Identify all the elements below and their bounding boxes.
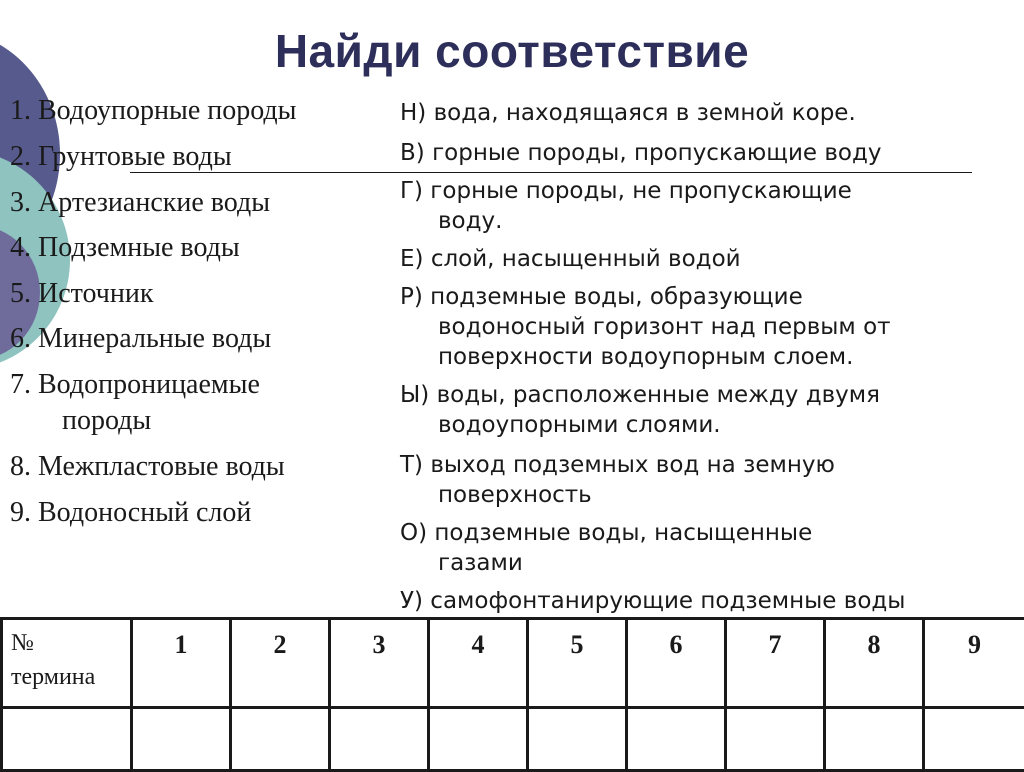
definition-o bbox=[400, 518, 1022, 578]
answer-cell[interactable] bbox=[132, 708, 231, 771]
answer-cell[interactable] bbox=[231, 708, 330, 771]
definition-text: Г) горные породы, не пропускающие bbox=[400, 178, 852, 204]
definition-text: Ы) воды, расположенные между двумя bbox=[400, 382, 880, 408]
definition-text: У) самофонтанирующие подземные воды bbox=[400, 588, 905, 614]
answer-cell[interactable] bbox=[825, 708, 924, 771]
definition-t bbox=[400, 450, 1022, 510]
term-8: 8. Межпластовые воды bbox=[10, 450, 285, 484]
underline-rule bbox=[130, 172, 972, 173]
term-number-label bbox=[2, 619, 132, 708]
column-header: 3 bbox=[330, 619, 429, 708]
definition-continuation: воду. bbox=[400, 206, 1022, 236]
definition-text: Н) вода, находящаяся в земной коре. bbox=[400, 100, 856, 126]
column-header: 5 bbox=[528, 619, 627, 708]
term-5: 5. Источник bbox=[10, 277, 153, 311]
answer-label-cell bbox=[2, 708, 132, 771]
answer-cell[interactable] bbox=[429, 708, 528, 771]
definition-text: Е) слой, насыщенный водой bbox=[400, 246, 741, 272]
definition-continuation: поверхность bbox=[400, 480, 1022, 510]
definition-text: В) горные породы, пропускающие воду bbox=[400, 140, 882, 166]
answer-cell[interactable] bbox=[726, 708, 825, 771]
column-header: 8 bbox=[825, 619, 924, 708]
term-4: 4. Подземные воды bbox=[10, 231, 240, 265]
term-3: 3. Артезианские воды bbox=[10, 186, 270, 220]
definition-continuation: водоносный горизонт над первым от bbox=[400, 312, 1022, 342]
label-line-2: термина bbox=[11, 664, 95, 690]
definition-text: О) подземные воды, насыщенные bbox=[400, 520, 812, 546]
definition-continuation-2: поверхности водоупорным слоем. bbox=[400, 342, 1022, 372]
column-header: 6 bbox=[627, 619, 726, 708]
definition-n bbox=[400, 98, 1022, 128]
term-6: 6. Минеральные воды bbox=[10, 322, 271, 356]
term-1: 1. Водоупорные породы bbox=[10, 94, 297, 128]
table-answer-row bbox=[2, 708, 1024, 771]
label-line-1: № bbox=[11, 630, 34, 656]
definition-v bbox=[400, 138, 1022, 168]
column-header: 1 bbox=[132, 619, 231, 708]
definition-text: Т) выход подземных вод на земную bbox=[400, 452, 835, 478]
definition-text: Р) подземные воды, образующие bbox=[400, 284, 803, 310]
term-9: 9. Водоносный слой bbox=[10, 496, 251, 530]
definition-continuation: газами bbox=[400, 548, 1022, 578]
column-header: 2 bbox=[231, 619, 330, 708]
answer-cell[interactable] bbox=[924, 708, 1024, 771]
answer-table bbox=[0, 617, 1024, 772]
answer-cell[interactable] bbox=[528, 708, 627, 771]
definition-e bbox=[400, 244, 1022, 274]
definition-u bbox=[400, 586, 1022, 616]
term-7: 7. Водопроницаемые bbox=[10, 368, 260, 402]
slide-title: Найди соответствие bbox=[0, 24, 1024, 78]
column-header: 4 bbox=[429, 619, 528, 708]
column-header: 9 bbox=[924, 619, 1024, 708]
term-7-continuation: породы bbox=[62, 404, 151, 438]
definition-y bbox=[400, 380, 1022, 440]
definition-r bbox=[400, 282, 1022, 372]
definition-continuation: водоупорными слоями. bbox=[400, 410, 1022, 440]
definition-g bbox=[400, 176, 1022, 236]
answer-cell[interactable] bbox=[627, 708, 726, 771]
answer-cell[interactable] bbox=[330, 708, 429, 771]
column-header: 7 bbox=[726, 619, 825, 708]
table-header-row bbox=[2, 619, 1024, 708]
term-2: 2. Грунтовые воды bbox=[10, 140, 232, 174]
